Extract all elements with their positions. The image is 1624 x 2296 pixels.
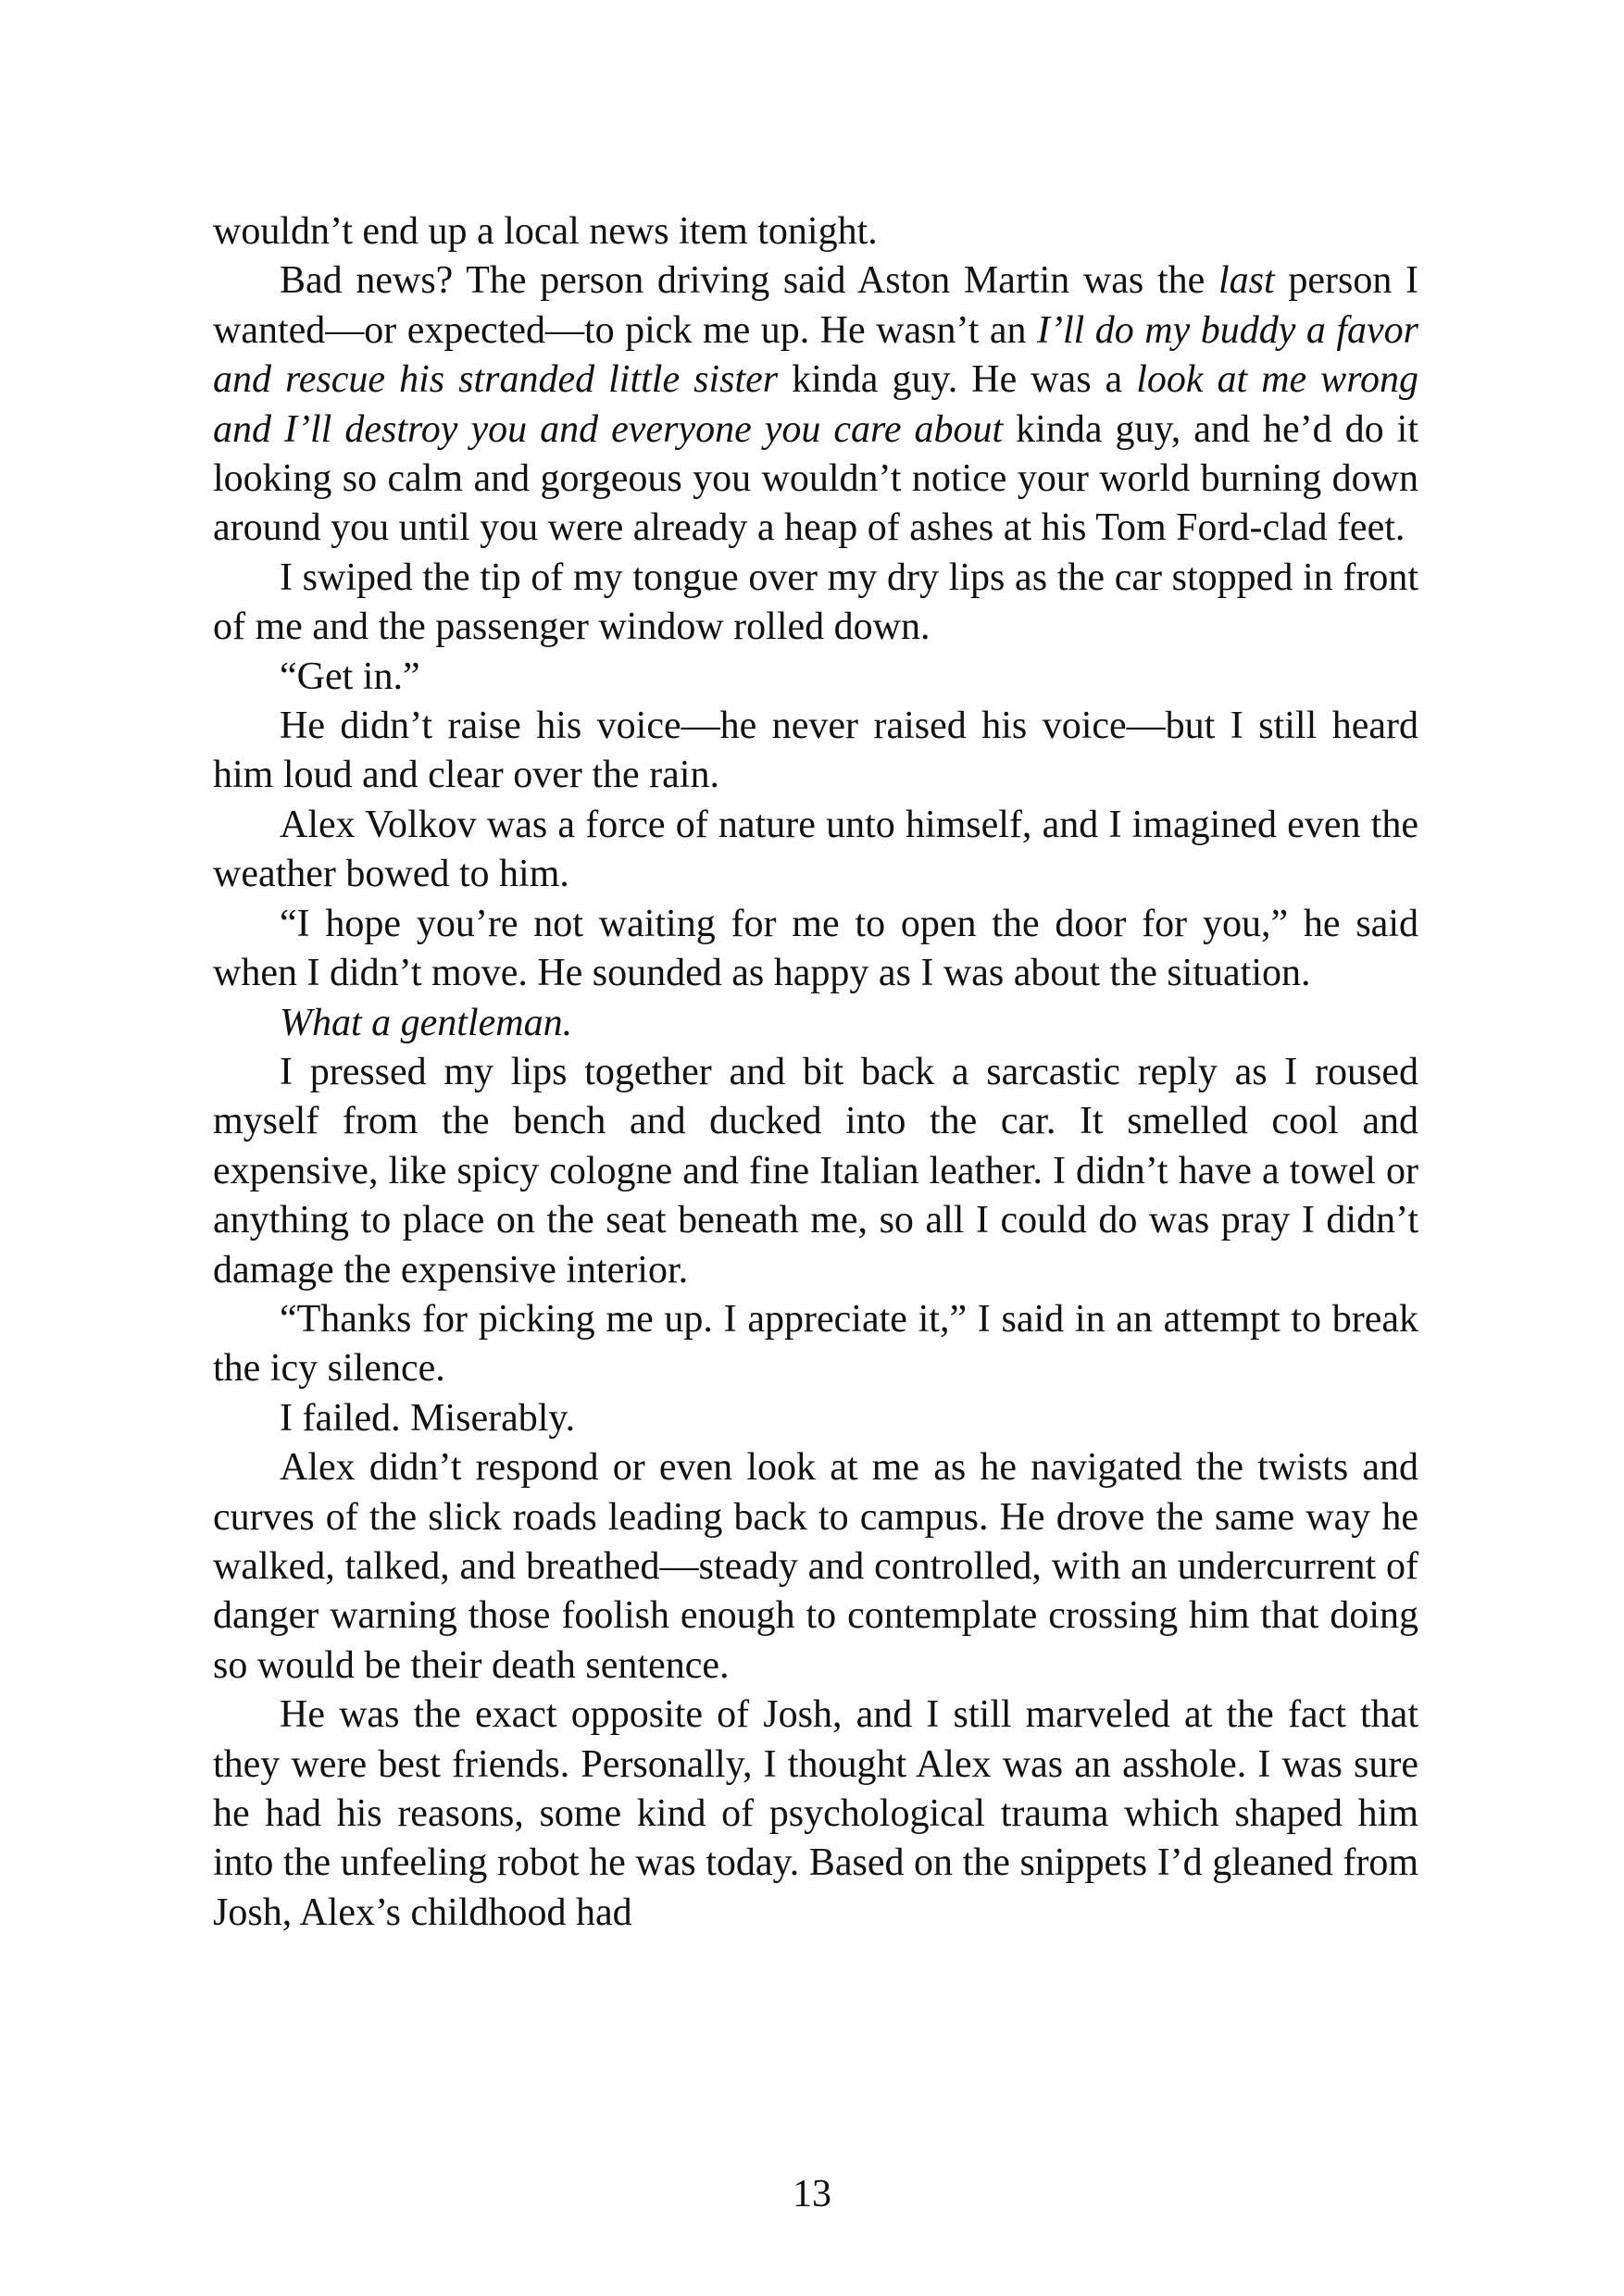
paragraph: [213, 256, 1418, 553]
text-run: kinda guy. He was a: [778, 358, 1137, 402]
text-run: kinda guy, and he’d do it looking so calm and gorgeous you wouldn’t notice your world burning down around you until you were already a heap of ashes at his Tom Ford-clad feet.: [213, 407, 1418, 550]
paragraph: [213, 653, 1418, 702]
text-run: I pressed my lips together and bit back a sarcastic reply as I roused myself from the bench and ducked into the car. It smelled cool and expensive, like spicy cologne and fine Italian leather. I didn’t have a towel or anything to place on the seat beneath me, so all I could do was pray I didn’t damage the expensive interior.: [213, 1050, 1418, 1292]
body-text: [213, 207, 1418, 1938]
text-run: I swiped the tip of my tongue over my dry lips as the car stopped in front of me and the passenger window rolled down.: [213, 555, 1418, 649]
paragraph: [213, 1295, 1418, 1394]
paragraph: [213, 554, 1418, 653]
paragraph: [213, 702, 1418, 801]
paragraph: [213, 801, 1418, 900]
italic-text: What a gentleman.: [280, 1001, 573, 1044]
text-run: person I wanted—or expected—to pick me up. He wasn’t an: [213, 259, 1418, 352]
text-run: wouldn’t end up a local news item tonight.: [213, 210, 878, 253]
paragraph: [213, 999, 1418, 1048]
text-run: “Thanks for picking me up. I appreciate it,” I said in an attempt to break the icy silence.: [213, 1297, 1418, 1391]
paragraph: [213, 900, 1418, 999]
text-run: Bad news? The person driving said Aston Martin was the: [280, 259, 1218, 303]
text-run: Alex didn’t respond or even look at me as he navigated the twists and curves of the slick roads leading back to campus. He drove the same way he walked, talked, and breathed—steady and controlled, with an undercurrent of danger warning those foolish enough to contemplate crossing him that doing so would be their death sentence.: [213, 1446, 1418, 1687]
page-number: 13: [793, 2173, 831, 2215]
paragraph: [213, 1394, 1418, 1443]
paragraph: [213, 207, 1418, 256]
text-run: He didn’t raise his voice—he never raised his voice—but I still heard him loud and clear over the rain.: [213, 705, 1418, 797]
italic-text: last: [1218, 259, 1275, 303]
paragraph: [213, 1443, 1418, 1691]
italic-text: I’ll do my buddy a favor and rescue his stranded little sister: [213, 308, 1418, 402]
text-run: “I hope you’re not waiting for me to open the door for you,” he said when I didn’t move. He sounded as happy as I was about the situation.: [213, 902, 1418, 995]
paragraph: [213, 1048, 1418, 1295]
text-run: “Get in.”: [280, 655, 420, 698]
italic-text: look at me wrong and I’ll destroy you and everyone you care about: [213, 358, 1418, 451]
text-run: I failed. Miserably.: [280, 1396, 576, 1440]
text-run: Alex Volkov was a force of nature unto himself, and I imagined even the weather bowed to him.: [213, 803, 1418, 896]
text-run: He was the exact opposite of Josh, and I still marveled at the fact that they were best friends. Personally, I thought Alex was an asshole. I was sure he had his reasons, some kind of psychological trauma which shaped him into the unfeeling robot he was today. Based on the snippets I’d gleaned from Josh, Alex’s childhood had: [213, 1693, 1418, 1934]
paragraph: [213, 1691, 1418, 1938]
